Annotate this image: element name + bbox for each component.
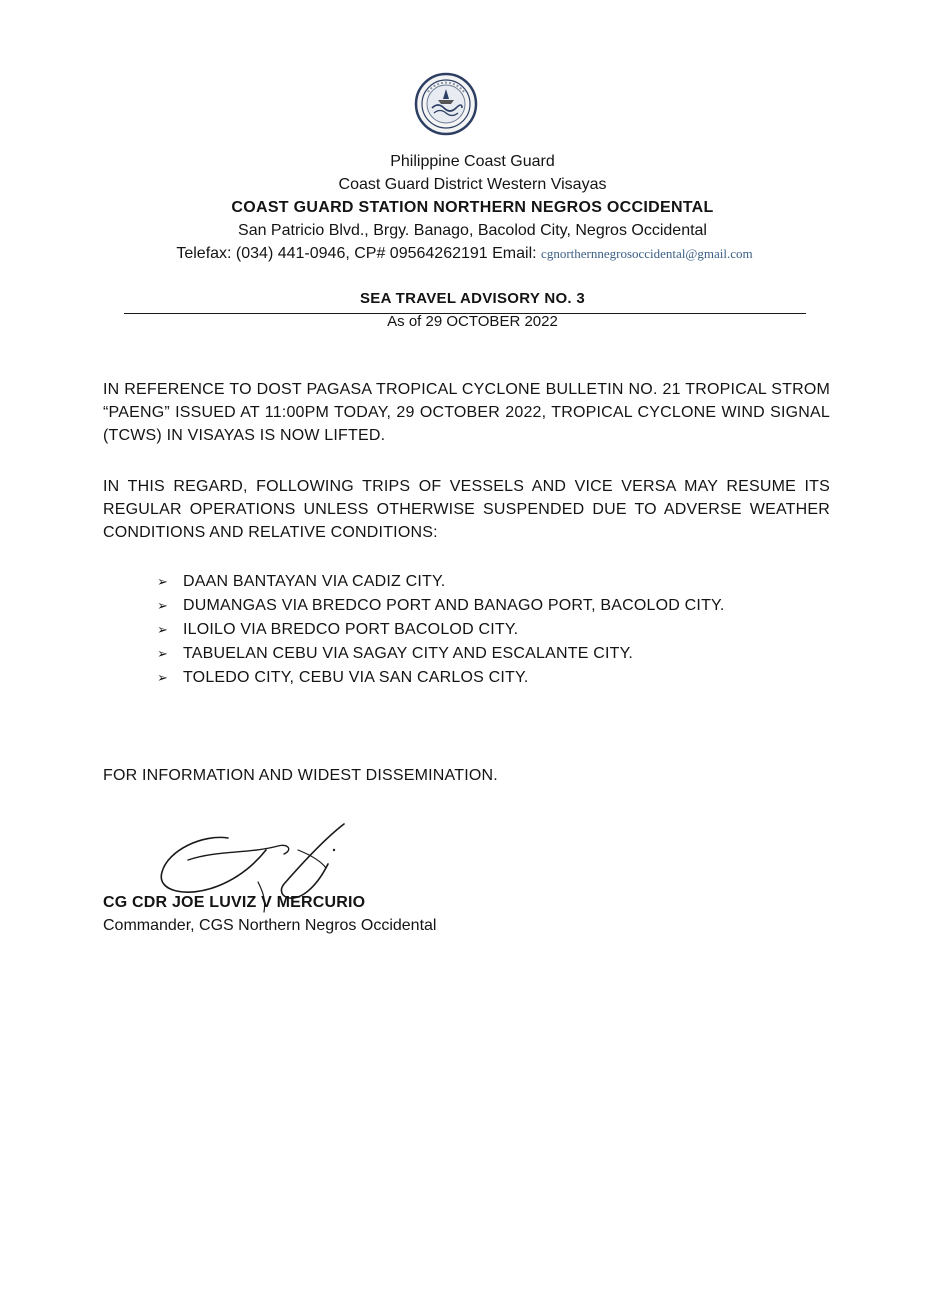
agency-name: Philippine Coast Guard	[390, 153, 555, 170]
closing-line: FOR INFORMATION AND WIDEST DISSEMINATION.	[103, 767, 498, 784]
signatory-title: Commander, CGS Northern Negros Occidental	[103, 917, 437, 934]
route-text: TABUELAN CEBU VIA SAGAY CITY AND ESCALANTE CITY.	[183, 645, 634, 662]
list-item	[157, 642, 725, 666]
contact-line	[0, 242, 937, 265]
paragraph-reference: IN REFERENCE TO DOST PAGASA TROPICAL CYCLONE BULLETIN NO. 21 TROPICAL STROM “PAENG” ISSUED AT 11:00PM TODAY, 29 OCTOBER 2022, TROPICAL CYCLONE WIND SIGNAL (TCWS) IN VISAYAS IS NOW LIFTED.	[103, 381, 830, 444]
advisory-date: As of 29 OCTOBER 2022	[387, 313, 558, 330]
paragraph-regard: IN THIS REGARD, FOLLOWING TRIPS OF VESSELS AND VICE VERSA MAY RESUME ITS REGULAR OPERATIONS UNLESS OTHERWISE SUSPENDED DUE TO ADVERSE WEATHER CONDITIONS AND RELATIVE CONDITIONS:	[103, 478, 830, 541]
contact-prefix: Telefax: (034) 441-0946, CP# 09564262191 Email:	[176, 245, 537, 262]
arrow-bullet-icon: ➢	[157, 574, 169, 589]
list-item	[157, 594, 725, 618]
route-text: DUMANGAS VIA BREDCO PORT AND BANAGO PORT, BACOLOD CITY.	[183, 597, 725, 614]
advisory-title: SEA TRAVEL ADVISORY NO. 3	[359, 290, 586, 307]
letterhead	[0, 150, 945, 265]
station-address: San Patricio Blvd., Brgy. Banago, Bacolod City, Negros Occidental	[238, 222, 707, 239]
arrow-bullet-icon: ➢	[157, 598, 169, 613]
arrow-bullet-icon: ➢	[157, 622, 169, 637]
signatory-name: CG CDR JOE LUVIZ V MERCURIO	[103, 894, 366, 911]
email-address: cgnorthernnegrosoccidental@gmail.com	[541, 246, 753, 261]
route-list	[157, 570, 725, 690]
route-text: DAAN BANTAYAN VIA CADIZ CITY.	[183, 573, 446, 590]
arrow-bullet-icon: ➢	[157, 670, 169, 685]
arrow-bullet-icon: ➢	[157, 646, 169, 661]
list-item	[157, 618, 725, 642]
route-text: TOLEDO CITY, CEBU VIA SAN CARLOS CITY.	[183, 669, 529, 686]
district-name: Coast Guard District Western Visayas	[338, 176, 607, 193]
coast-guard-seal-icon	[414, 72, 478, 136]
station-name: COAST GUARD STATION NORTHERN NEGROS OCCIDENTAL	[231, 199, 714, 216]
route-text: ILOILO VIA BREDCO PORT BACOLOD CITY.	[183, 621, 519, 638]
list-item	[157, 570, 725, 594]
list-item	[157, 666, 725, 690]
